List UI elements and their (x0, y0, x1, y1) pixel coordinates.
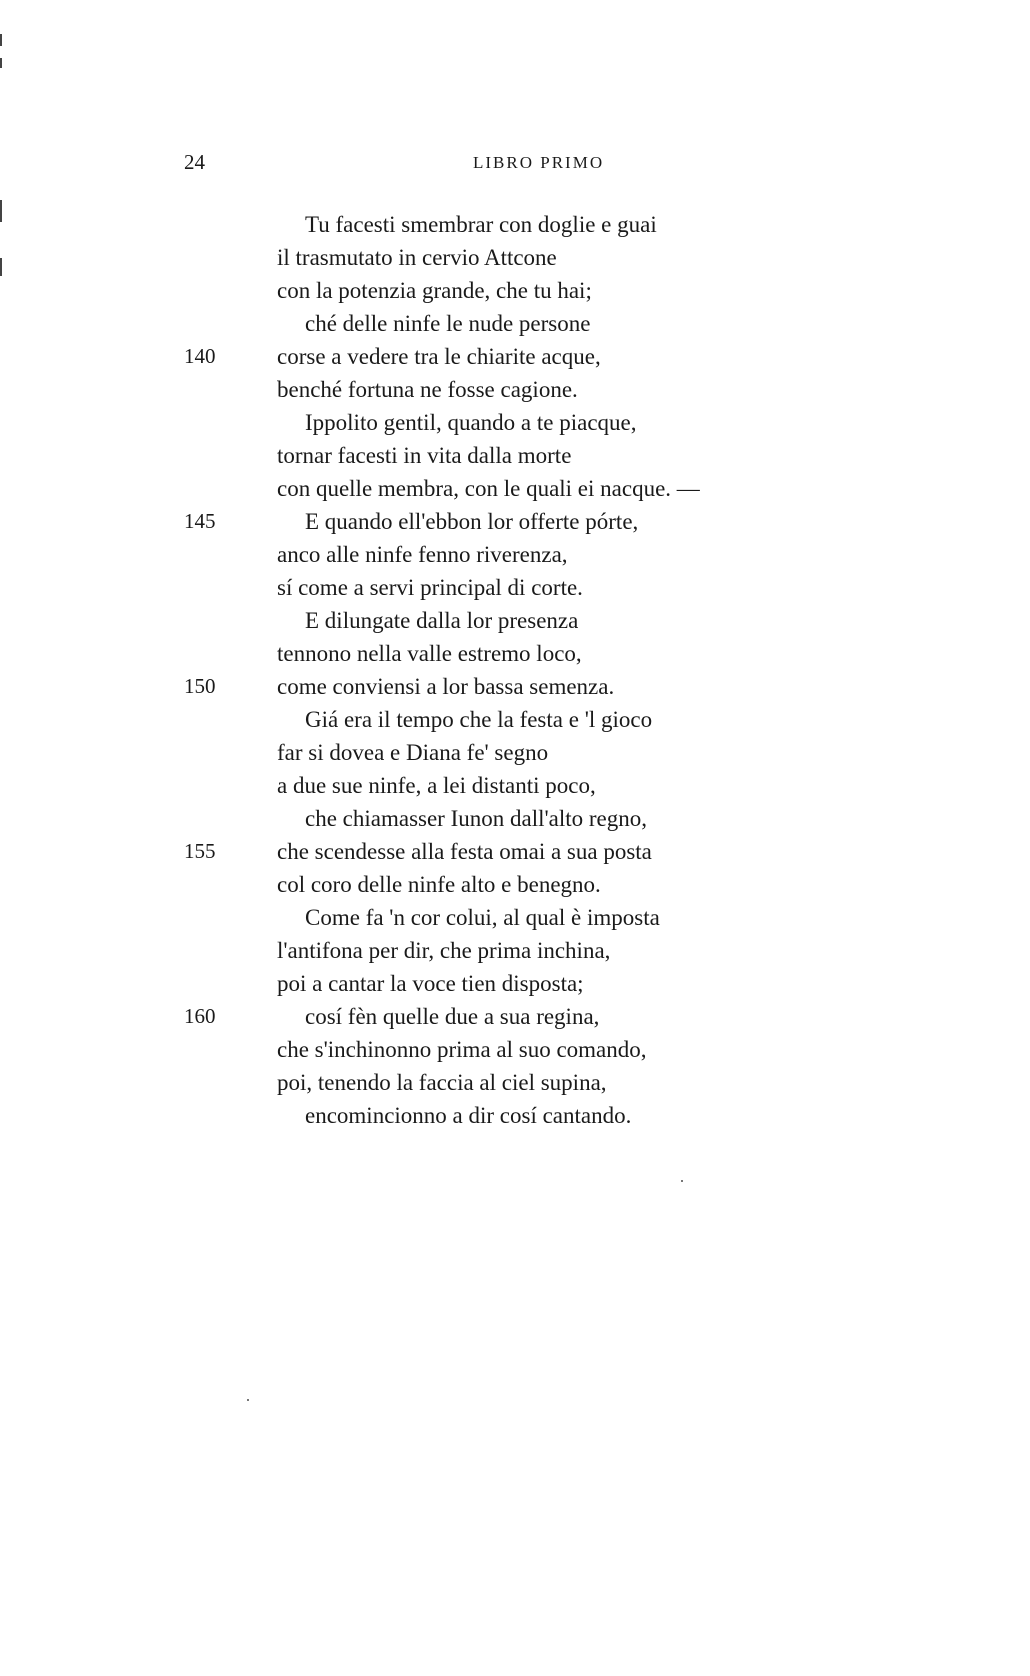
verse-line (0, 868, 1030, 901)
verse-text: cosí fèn quelle due a sua regina, (305, 1004, 600, 1029)
verse-line (0, 1066, 1030, 1099)
verse-text: poi a cantar la voce tien disposta; (277, 971, 584, 996)
verse-line (0, 340, 1030, 373)
verse-text: encomincionno a dir cosí cantando. (305, 1103, 632, 1128)
verse-text: che chiamasser Iunon dall'alto regno, (305, 806, 647, 831)
verse-text: tennono nella valle estremo loco, (277, 641, 582, 666)
verse-text: l'antifona per dir, che prima inchina, (277, 938, 611, 963)
scan-edge-mark (0, 258, 2, 276)
verse-line (0, 307, 1030, 340)
verse-line (0, 901, 1030, 934)
verse-text: con la potenzia grande, che tu hai; (277, 278, 592, 303)
verse-line (0, 571, 1030, 604)
scan-speck (681, 1180, 683, 1182)
verse-line (0, 472, 1030, 505)
poem-body (0, 208, 1030, 1132)
verse-text: Tu facesti smembrar con doglie e guai (305, 212, 657, 237)
verse-text: benché fortuna ne fosse cagione. (277, 377, 578, 402)
verse-line (0, 1000, 1030, 1033)
verse-line (0, 736, 1030, 769)
verse-line (0, 439, 1030, 472)
verse-text: tornar facesti in vita dalla morte (277, 443, 572, 468)
line-number: 150 (184, 674, 216, 698)
verse-line (0, 934, 1030, 967)
verse-line (0, 670, 1030, 703)
verse-line (0, 373, 1030, 406)
scan-edge-mark (0, 34, 2, 46)
verse-text: a due sue ninfe, a lei distanti poco, (277, 773, 596, 798)
verse-text: col coro delle ninfe alto e benegno. (277, 872, 601, 897)
verse-text: E dilungate dalla lor presenza (305, 608, 579, 633)
scan-speck (247, 1399, 249, 1401)
verse-line (0, 208, 1030, 241)
verse-line (0, 637, 1030, 670)
verse-text: Come fa 'n cor colui, al qual è imposta (305, 905, 660, 930)
line-number: 145 (184, 509, 216, 533)
verse-text: far si dovea e Diana fe' segno (277, 740, 549, 765)
running-title: LIBRO PRIMO (473, 153, 605, 172)
verse-line (0, 505, 1030, 538)
verse-line (0, 967, 1030, 1000)
verse-line (0, 769, 1030, 802)
verse-text: che scendesse alla festa omai a sua posta (277, 839, 652, 864)
verse-line (0, 241, 1030, 274)
scan-edge-mark (0, 58, 2, 68)
line-number: 155 (184, 839, 216, 863)
verse-line (0, 802, 1030, 835)
verse-line (0, 406, 1030, 439)
verse-text: sí come a servi principal di corte. (277, 575, 583, 600)
verse-text: ché delle ninfe le nude persone (305, 311, 591, 336)
verse-text: poi, tenendo la faccia al ciel supina, (277, 1070, 607, 1095)
scan-edge-mark (0, 200, 2, 222)
verse-line (0, 835, 1030, 868)
line-number: 160 (184, 1004, 216, 1028)
verse-text: anco alle ninfe fenno riverenza, (277, 542, 568, 567)
verse-text: come conviensi a lor bassa semenza. (277, 674, 615, 699)
verse-text: che s'inchinonno prima al suo comando, (277, 1037, 647, 1062)
line-number: 140 (184, 344, 216, 368)
verse-text: E quando ell'ebbon lor offerte pórte, (305, 509, 639, 534)
verse-text: il trasmutato in cervio Attcone (277, 245, 557, 270)
verse-line (0, 538, 1030, 571)
verse-line (0, 1033, 1030, 1066)
verse-line (0, 604, 1030, 637)
verse-line (0, 703, 1030, 736)
verse-text: corse a vedere tra le chiarite acque, (277, 344, 601, 369)
verse-text: Ippolito gentil, quando a te piacque, (305, 410, 637, 435)
verse-line (0, 1099, 1030, 1132)
verse-text: Giá era il tempo che la festa e 'l gioco (305, 707, 653, 732)
verse-text: con quelle membra, con le quali ei nacque. — (277, 476, 700, 501)
verse-line (0, 274, 1030, 307)
page-number: 24 (184, 150, 205, 174)
